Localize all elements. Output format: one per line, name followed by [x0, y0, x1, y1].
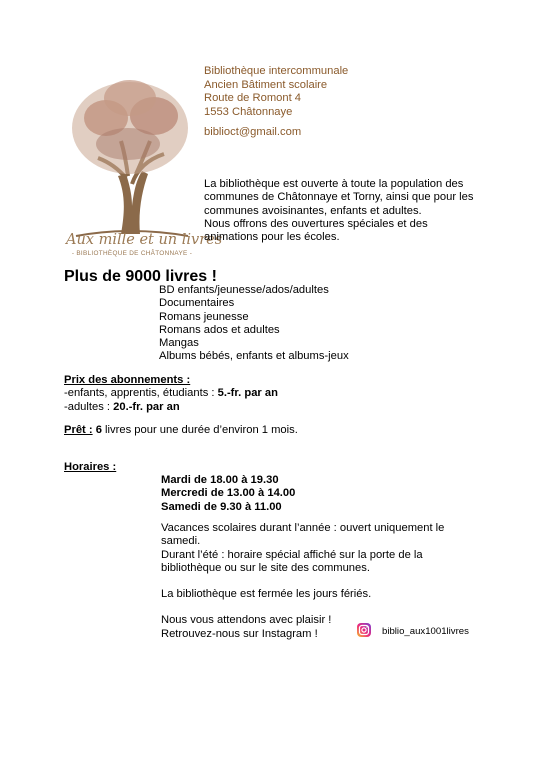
prices-section: [64, 374, 278, 414]
list-item: Documentaires: [159, 297, 235, 310]
list-item: BD enfants/jeunesse/ados/adultes: [159, 284, 329, 296]
intro-paragraph: [204, 178, 474, 244]
price-value: 5.-fr. par an: [217, 387, 278, 400]
hours-slots: [161, 474, 295, 514]
price-label: -adultes :: [64, 400, 114, 413]
prices-heading: Prix des abonnements :: [64, 374, 191, 386]
intro-line: La bibliothèque est ouverte à toute la population des: [204, 178, 464, 190]
hours-slot: Samedi de 9.30 à 11.00: [161, 500, 282, 513]
closed-note: La bibliothèque est fermée les jours fériés.: [161, 588, 372, 601]
list-item: Albums bébés, enfants et albums-jeux: [159, 350, 349, 363]
logo-subtitle: - BIBLIOTHÈQUE DE CHÂTONNAYE -: [71, 250, 193, 257]
loan-heading: Prêt :: [64, 424, 93, 436]
loan-count: 6: [95, 424, 102, 436]
list-item: Romans jeunesse: [159, 310, 249, 323]
closing-line: Retrouvez-nous sur Instagram !: [161, 627, 318, 640]
summer-note: bibliothèque ou sur le site des communes.: [161, 561, 370, 574]
logo-title: Aux mille et un livres: [66, 232, 223, 248]
price-label: -enfants, apprentis, étudiants :: [64, 387, 218, 400]
hours-notes: [161, 522, 444, 641]
intro-line: communes de Châtonnaye et Torny, ainsi que pour les: [204, 191, 474, 204]
hours-slot: Mardi de 18.00 à 19.30: [161, 474, 279, 486]
address-line: 1553 Châtonnaye: [204, 105, 293, 118]
loan-text: livres pour une durée d’environ 1 mois.: [101, 424, 298, 436]
loan-section: [64, 424, 298, 437]
hours-slot: Mercredi de 13.00 à 14.00: [161, 487, 296, 500]
holiday-note: Vacances scolaires durant l’année : ouvert uniquement le: [161, 522, 445, 534]
list-item: Romans ados et adultes: [159, 323, 280, 336]
intro-line: animations pour les écoles.: [204, 231, 340, 244]
instagram-handle[interactable]: biblio_aux1001livres: [382, 626, 469, 637]
price-value: 20.-fr. par an: [113, 400, 180, 413]
summer-note: Durant l’été : horaire spécial affiché sur la porte de la: [161, 548, 423, 561]
closing-line: Nous vous attendons avec plaisir !: [161, 614, 332, 627]
address-line: Bibliothèque intercommunale: [204, 65, 349, 77]
address-block: [204, 65, 348, 119]
intro-line: Nous offrons des ouvertures spéciales et des: [204, 217, 428, 230]
address-line: Ancien Bâtiment scolaire: [204, 78, 328, 91]
instagram-icon[interactable]: [357, 623, 371, 637]
email-link[interactable]: biblioct@gmail.com: [204, 126, 302, 138]
hours-heading: Horaires :: [64, 461, 117, 473]
price-row-adults: [64, 401, 278, 414]
holiday-note: samedi.: [161, 535, 201, 548]
intro-line: communes avoisinantes, enfants et adultes.: [204, 204, 422, 217]
category-list: [159, 284, 349, 364]
list-item: Mangas: [159, 337, 199, 350]
price-row-children: [64, 387, 278, 400]
address-line: Route de Romont 4: [204, 92, 302, 105]
page-headline: Plus de 9000 livres !: [64, 268, 217, 285]
